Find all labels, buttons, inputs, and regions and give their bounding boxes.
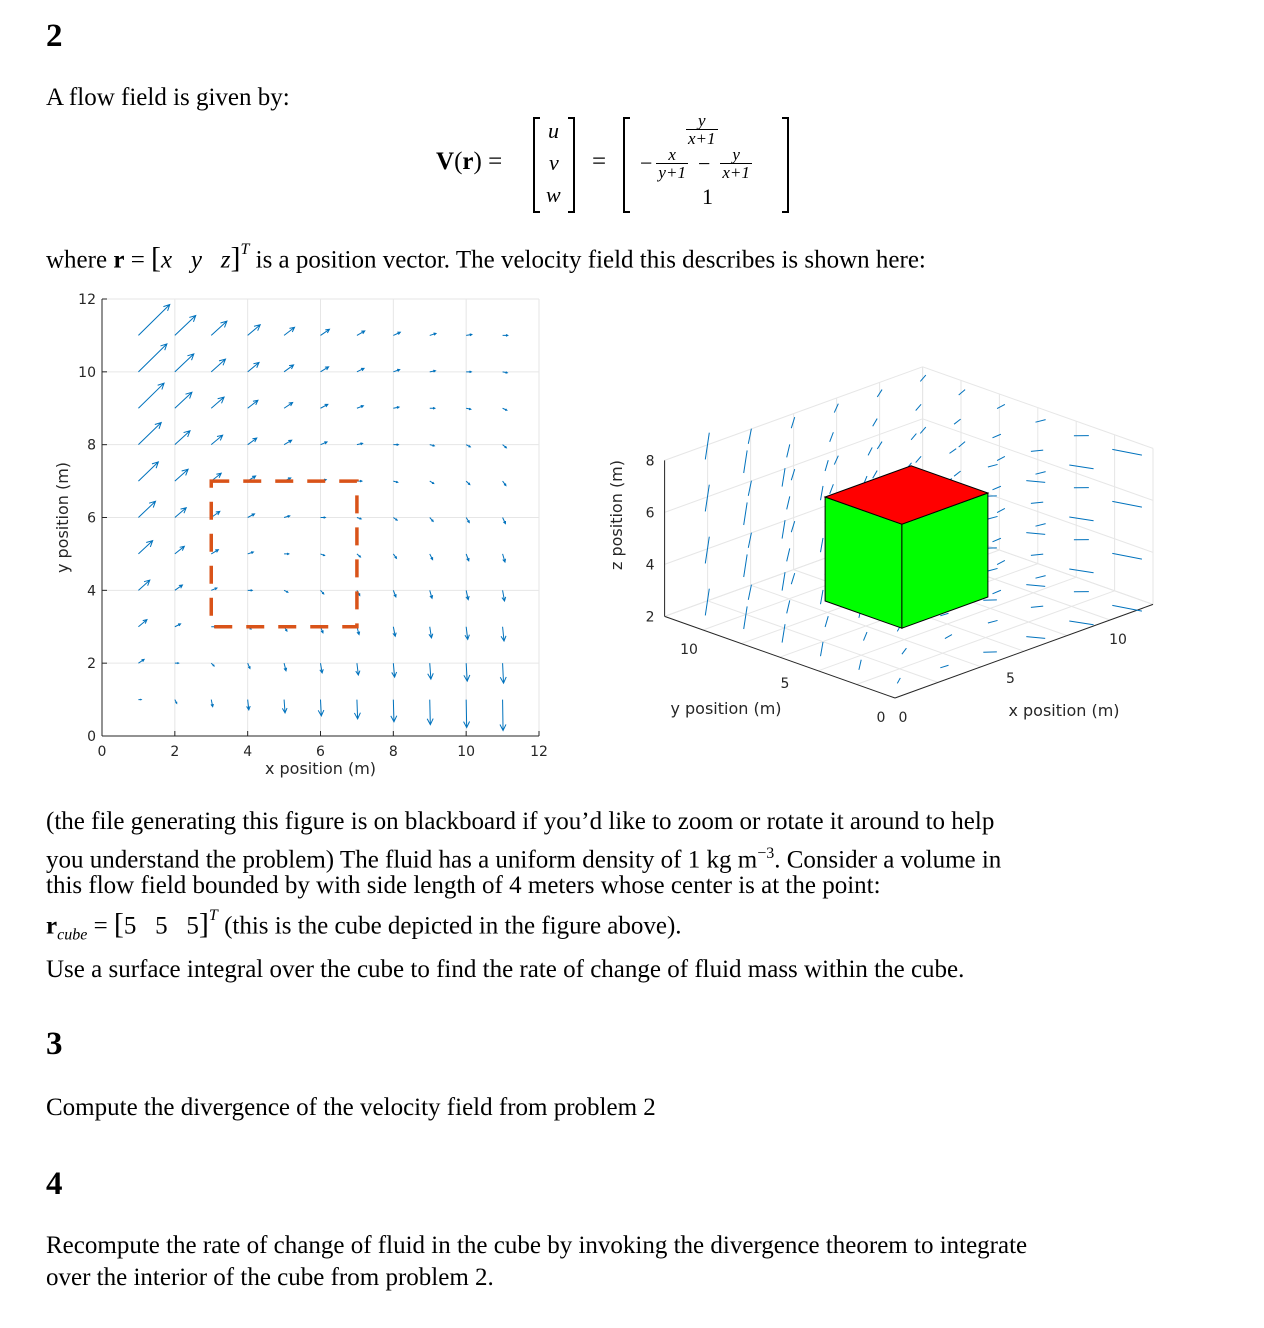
quiver-arrow (500, 663, 506, 683)
quiver-arrow-3d (1069, 517, 1093, 521)
rcube-subscript: cube (57, 926, 88, 944)
x-tick-label: 10 (1109, 632, 1127, 648)
quiver-arrow (466, 371, 471, 373)
quiver-arrow (357, 443, 363, 445)
quiver-arrow-3d (1112, 501, 1142, 507)
x-axis (895, 604, 1153, 698)
quiver-arrow-3d (1026, 585, 1045, 587)
quiver-arrow (321, 554, 325, 556)
quiver-arrow (138, 383, 164, 408)
quiver-arrow (247, 700, 251, 710)
quiver-arrow (138, 580, 149, 590)
where-line: where r = [x y z]$^T$ is a position vector. The velocity field this describes is shown here: (46, 241, 926, 275)
quiver-arrow-3d (997, 508, 1005, 512)
quiver-arrow-3d (873, 471, 877, 479)
quiver-arrow-3d (1031, 450, 1043, 451)
quiver-arrow-3d (1031, 554, 1043, 555)
quiver-arrow-3d (744, 502, 747, 525)
quiver-arrow-3d (830, 484, 834, 494)
y-tick-label: 5 (780, 676, 790, 692)
z-tick-label: 4 (645, 557, 655, 574)
quiver-plot-2d (40, 285, 560, 785)
quiver-arrow (321, 404, 328, 408)
y-tick-label: 12 (78, 292, 96, 308)
quiver-arrow (466, 334, 472, 336)
quiver-arrow-3d (1069, 621, 1093, 625)
quiver-arrow (430, 445, 435, 447)
quiver-arrow-3d (791, 469, 794, 480)
quiver-arrow-3d (791, 573, 794, 584)
v-a-numerator: x (656, 146, 688, 164)
quiver-arrow-3d (825, 616, 828, 627)
y-tick-label: 10 (680, 642, 698, 658)
quiver-arrow-3d (748, 585, 751, 600)
quiver-arrow (282, 700, 287, 713)
quiver-arrow (138, 620, 147, 627)
quiver-arrow-3d (950, 449, 957, 454)
quiver-arrow (211, 435, 222, 444)
quiver-arrow (175, 315, 196, 335)
v-b-denominator: x+1 (722, 163, 750, 182)
v-b-numerator: y (720, 146, 752, 164)
quiver-arrow (175, 508, 186, 518)
quiver-arrow-3d (864, 632, 867, 641)
quiver-arrow (138, 501, 155, 517)
quiver-arrow (248, 590, 253, 592)
x-tick-label: 5 (1006, 671, 1015, 687)
quiver-arrow-3d (940, 665, 948, 668)
quiver-arrow (354, 700, 360, 719)
quiver-arrow (428, 663, 434, 679)
quiver-arrow-3d (988, 464, 998, 467)
quiver-arrow-3d (897, 678, 900, 683)
quiver-arrow (466, 481, 470, 484)
quiver-arrow (175, 431, 190, 445)
quiver-arrow (430, 554, 433, 560)
quiver-arrow (357, 554, 361, 557)
quiver-arrow-3d (821, 486, 824, 500)
y-tick-label: 10 (78, 364, 96, 381)
quiver-arrow-3d (821, 538, 824, 552)
quiver-arrow (248, 438, 257, 445)
problem-2-intro: A flow field is given by: (46, 84, 290, 111)
quiver-arrow (284, 663, 287, 671)
quiver-arrow (464, 663, 470, 681)
quiver-arrow-3d (1069, 465, 1093, 469)
quiver-arrow (503, 518, 506, 524)
x-tick-label: 10 (457, 744, 476, 760)
quiver-arrow (357, 368, 364, 372)
quiver-arrow (175, 663, 179, 664)
where-text-2: is a position vector. The velocity field this describes is shown here: (249, 246, 926, 274)
quiver-arrow-3d (1112, 605, 1142, 611)
quiver-arrow-3d (821, 642, 824, 656)
quiver-arrow (429, 627, 433, 638)
quiver-arrow-3d (945, 635, 952, 639)
quiver-arrow (175, 546, 184, 554)
quiver-arrow-3d (1026, 637, 1045, 639)
quiver-arrow (248, 552, 254, 554)
y-axis-label: y position (m) (53, 461, 72, 574)
quiver-arrow-3d (744, 554, 747, 577)
quiver-arrow-3d (787, 600, 790, 613)
quiver-arrow (175, 354, 194, 372)
x-tick-label: 4 (243, 744, 253, 760)
quiver-arrow-3d (821, 590, 824, 604)
density-text-tail: . Consider a volume in (774, 846, 1002, 874)
quiver-arrow (138, 305, 169, 336)
quiver-arrow (501, 627, 506, 641)
quiver-arrow-3d (1026, 533, 1045, 535)
quiver-arrow-3d (988, 568, 998, 571)
quiver-arrow (391, 700, 397, 722)
quiver-arrow-3d (1036, 524, 1046, 527)
x-tick-label: 2 (170, 744, 180, 760)
quiver-arrow-3d (954, 471, 960, 476)
quiver-arrow (321, 367, 329, 372)
quiver-arrow (393, 407, 399, 409)
vector-v: v (549, 150, 559, 175)
y-axis-label: y position (m) (670, 699, 782, 718)
quiver-arrow (503, 372, 508, 374)
quiver-arrow-3d (993, 590, 1001, 594)
quiver-arrow (175, 392, 192, 408)
u-numerator: y (686, 112, 718, 130)
quiver-arrow-3d (1026, 481, 1045, 483)
problem-2-question: Use a surface integral over the cube to find the rate of change of fluid mass within the cube. (46, 956, 965, 983)
quiver-arrow (466, 408, 471, 410)
problem-3-text: Compute the divergence of the velocity field from problem 2 (46, 1094, 656, 1121)
z-tick-label: 6 (645, 505, 655, 522)
rcube-line: $r_{cube} = [5$ 5 5]$^T$ (this is the cube depicted in the figure above). (46, 907, 682, 944)
quiver-arrow (357, 518, 361, 520)
quiver-arrow-3d (787, 444, 790, 457)
quiver-arrow-3d (782, 572, 785, 590)
problem-4-line-1: Recompute the rate of change of fluid in the cube by invoking the divergence theorem to integrate (46, 1232, 1028, 1259)
x-tick-label: 12 (530, 744, 548, 760)
quiver-arrow-3d (997, 456, 1005, 460)
u-denominator: x+1 (688, 129, 716, 148)
quiver-arrow (284, 365, 293, 372)
quiver-arrow-3d (873, 419, 877, 427)
quiver-arrow (248, 514, 255, 518)
vector-u: u (548, 118, 559, 143)
quiver-arrow (284, 403, 293, 409)
quiver-arrow (393, 481, 397, 483)
after-fig-line-1: (the file generating this figure is on blackboard if you’d like to zoom or rotate it around to help (46, 808, 995, 835)
z-axis-label: z position (m) (607, 459, 626, 571)
quiver-arrow (356, 663, 360, 675)
quiver-arrow (357, 331, 365, 336)
quiver-arrow-3d (782, 468, 785, 486)
y-tick-label: 0 (87, 729, 96, 745)
quiver-arrow-3d (791, 417, 794, 428)
quiver-arrow (430, 518, 433, 522)
quiver-arrow (503, 408, 507, 410)
problem-3-number: 3 (46, 1026, 63, 1062)
quiver-arrow (502, 590, 506, 601)
quiver-arrow-3d (916, 404, 921, 410)
w-value: 1 (702, 184, 713, 209)
quiver-arrow (284, 440, 292, 444)
quiver-arrow (503, 554, 506, 562)
quiver-arrow (318, 700, 324, 716)
y-tick-label: 0 (876, 710, 886, 726)
quiver-arrow-3d (1036, 420, 1046, 423)
quiver-arrow (430, 590, 433, 598)
quiver-arrow (211, 321, 227, 335)
quiver-arrow (430, 481, 434, 483)
quiver-arrow (500, 700, 506, 731)
quiver-arrow-3d (911, 434, 916, 440)
quiver-arrow (211, 359, 225, 372)
y-tick-label: 8 (87, 437, 96, 454)
y-tick-label: 2 (87, 656, 96, 673)
where-text: where (46, 246, 114, 274)
v-a-denominator: y+1 (658, 163, 686, 182)
after-fig-line-3: this flow field bounded by with side length of 4 meters whose center is at the point: (46, 872, 881, 899)
quiver-arrow (284, 327, 294, 335)
quiver-arrow-3d (744, 606, 747, 629)
x-tick-label: 6 (316, 744, 325, 760)
quiver-arrow (138, 344, 166, 372)
quiver-arrow-3d (859, 660, 861, 670)
rcube-tail: (this is the cube depicted in the figure above). (217, 912, 682, 940)
quiver-arrow (248, 363, 259, 372)
quiver-arrow (465, 627, 469, 640)
x-tick-label: 8 (388, 744, 398, 760)
quiver-arrow (321, 517, 326, 519)
quiver-arrow-3d (782, 520, 785, 538)
quiver-arrow-3d (1112, 449, 1142, 455)
z-tick-label: 2 (645, 609, 655, 626)
x-tick-label: 0 (898, 710, 908, 726)
quiver-arrow (503, 481, 506, 486)
quiver-arrow-3d (1036, 576, 1046, 579)
quiver-arrow (464, 700, 470, 728)
quiver-arrow-3d (1031, 502, 1043, 503)
quiver-arrow (211, 397, 224, 408)
quiver-arrow (427, 700, 433, 725)
quiver-arrow (284, 515, 290, 517)
quiver-arrow (138, 699, 141, 700)
quiver-arrow-3d (902, 648, 907, 654)
quiver-arrow-3d (997, 404, 1005, 408)
quiver-arrow (357, 406, 363, 409)
problem-4-number: 4 (46, 1166, 63, 1202)
quiver-arrow (138, 541, 152, 554)
quiver-arrow (393, 332, 400, 335)
quiver-arrow-3d (959, 390, 965, 395)
quiver-arrow (138, 659, 144, 663)
quiver-arrow (284, 553, 289, 555)
problem-4-line-2: over the interior of the cube from problem 2. (46, 1264, 494, 1291)
y-tick-label: 4 (87, 583, 96, 600)
problem-2-number: 2 (46, 18, 63, 54)
quiver-arrow (393, 444, 398, 446)
quiver-arrow-3d (1031, 606, 1043, 607)
quiver-plot-3d (590, 340, 1190, 740)
quiver-arrow-3d (787, 548, 790, 561)
quiver-arrow (248, 325, 261, 336)
quiver-arrow (430, 333, 436, 335)
position-vector: x y z (161, 246, 231, 274)
density-exponent: −3 (757, 845, 775, 862)
quiver-arrow-3d (787, 496, 790, 509)
quiver-arrow (430, 407, 435, 409)
quiver-arrow-3d (825, 460, 828, 471)
x-tick-label: 0 (97, 744, 107, 760)
quiver-arrow-3d (959, 442, 965, 447)
density-text: you understand the problem) The fluid has a uniform density of 1 kg m (46, 846, 758, 874)
quiver-arrow (392, 663, 397, 677)
quiver-arrow-3d (830, 432, 834, 442)
quiver-arrow-3d (868, 447, 872, 455)
quiver-arrow-3d (744, 450, 747, 473)
quiver-arrow (321, 329, 330, 335)
quiver-arrow-3d (988, 620, 998, 623)
velocity-equation: V(r) = u v w = $\frac{y}{x+1}$ − $\frac{x}{y+1}$ − $\frac{y}{x+1}$ 1 (436, 112, 816, 216)
x-axis-label: x position (m) (264, 759, 377, 778)
quiver-arrow-3d (954, 419, 960, 424)
quiver-arrow-3d (1036, 472, 1046, 475)
quiver-arrow (138, 423, 161, 445)
y-tick-label: 6 (87, 510, 96, 527)
quiver-arrow-3d (988, 516, 998, 519)
quiver-arrow-3d (791, 521, 794, 532)
quiver-arrow (138, 462, 158, 481)
quiver-arrow (175, 624, 181, 627)
rcube-vector: 5 5 5 (123, 912, 199, 940)
quiver-arrow (248, 400, 258, 408)
quiver-arrow (503, 335, 508, 337)
quiver-arrow-3d (916, 456, 921, 462)
where-r: r (113, 246, 125, 274)
x-axis-label: x position (m) (1008, 701, 1120, 720)
quiver-arrow-3d (1112, 553, 1142, 559)
quiver-arrow-3d (997, 560, 1005, 564)
z-tick-label: 8 (645, 453, 655, 470)
quiver-arrow (175, 469, 188, 481)
vector-w: w (546, 182, 561, 207)
quiver-arrow-3d (1069, 569, 1093, 573)
quiver-arrow (211, 700, 213, 707)
quiver-arrow (175, 585, 183, 590)
